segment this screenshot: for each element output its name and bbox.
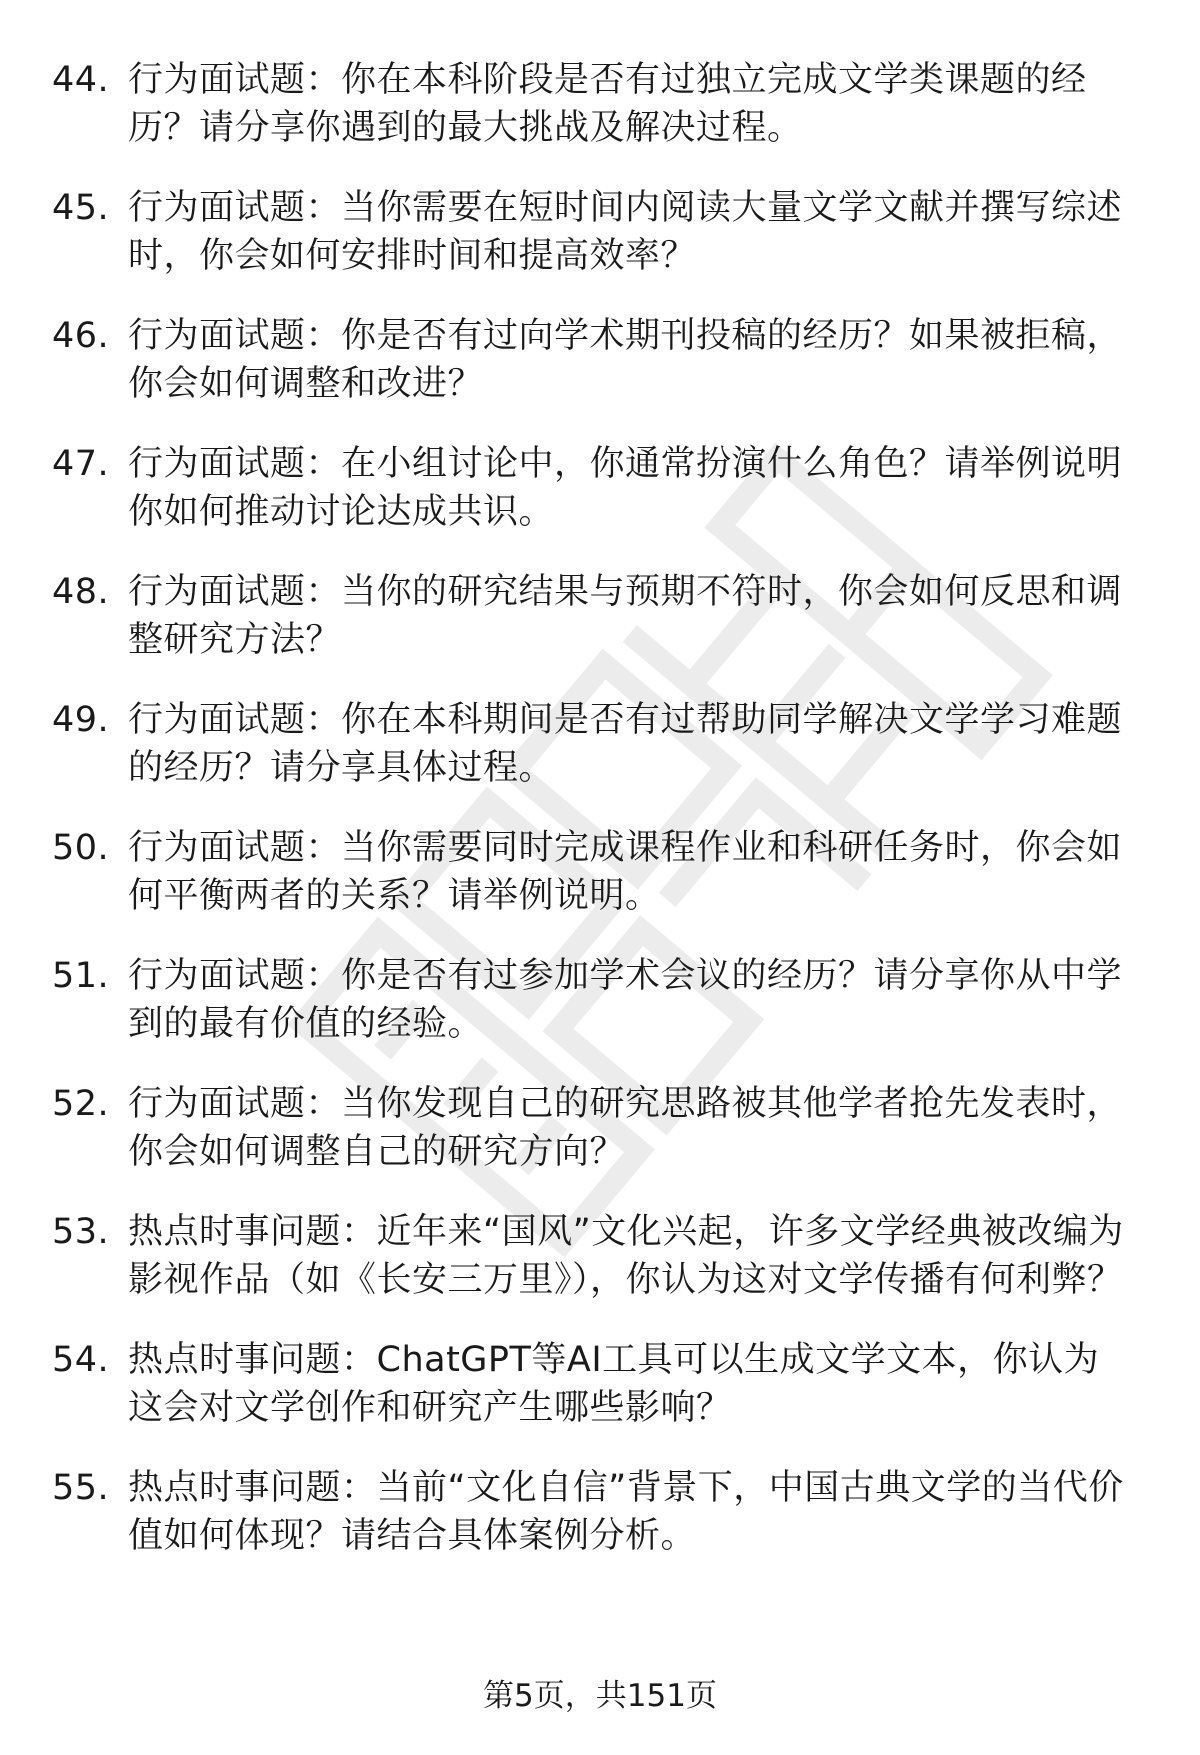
question-number: 46. xyxy=(52,316,110,356)
question-text: 行为面试题：当你发现自己的研究思路被其他学者抢先发表时，你会如何调整自己的研究方向？ xyxy=(128,1084,1123,1172)
question-number: 47. xyxy=(52,444,110,484)
question-number: 54. xyxy=(52,1340,110,1380)
question-item xyxy=(0,1464,1200,1560)
question-text: 热点时事问题：近年来“国风”文化兴起，许多文学经典被改编为影视作品（如《长安三万里》），你认为这对文学传播有何利弊？ xyxy=(128,1212,1124,1300)
question-item xyxy=(0,1336,1200,1432)
question-text: 行为面试题：在小组讨论中，你通常扮演什么角色？请举例说明你如何推动讨论达成共识。 xyxy=(128,444,1123,532)
page-number-label: 第5页，共151页 xyxy=(483,1678,717,1714)
question-text: 热点时事问题：当前“文化自信”背景下，中国古典文学的当代价值如何体现？请结合具体案例分析。 xyxy=(128,1468,1124,1556)
question-number: 50. xyxy=(52,828,110,868)
question-item xyxy=(0,696,1200,792)
question-number: 45. xyxy=(52,188,110,228)
question-number: 52. xyxy=(52,1084,110,1124)
question-number: 48. xyxy=(52,572,110,612)
question-number: 55. xyxy=(52,1468,110,1508)
question-text: 热点时事问题：ChatGPT等AI工具可以生成文学文本，你认为这会对文学创作和研究产生哪些影响？ xyxy=(128,1340,1100,1428)
page-footer xyxy=(0,1676,1200,1716)
question-number: 49. xyxy=(52,700,110,740)
question-item xyxy=(0,568,1200,664)
question-list xyxy=(0,56,1200,1592)
question-text: 行为面试题：你是否有过向学术期刊投稿的经历？如果被拒稿，你会如何调整和改进？ xyxy=(128,316,1123,404)
question-item xyxy=(0,824,1200,920)
question-text: 行为面试题：当你的研究结果与预期不符时，你会如何反思和调整研究方法？ xyxy=(128,572,1123,660)
question-number: 51. xyxy=(52,956,110,996)
question-text: 行为面试题：当你需要在短时间内阅读大量文学文献并撰写综述时，你会如何安排时间和提高效率？ xyxy=(128,188,1123,276)
question-item xyxy=(0,440,1200,536)
question-text: 行为面试题：你在本科期间是否有过帮助同学解决文学学习难题的经历？请分享具体过程。 xyxy=(128,700,1123,788)
question-item xyxy=(0,1208,1200,1304)
question-number: 53. xyxy=(52,1212,110,1252)
question-text: 行为面试题：当你需要同时完成课程作业和科研任务时，你会如何平衡两者的关系？请举例说明。 xyxy=(128,828,1123,916)
question-item xyxy=(0,952,1200,1048)
question-text: 行为面试题：你是否有过参加学术会议的经历？请分享你从中学到的最有价值的经验。 xyxy=(128,956,1123,1044)
question-number: 44. xyxy=(52,60,110,100)
question-item xyxy=(0,56,1200,152)
question-text: 行为面试题：你在本科阶段是否有过独立完成文学类课题的经历？请分享你遇到的最大挑战及解决过程。 xyxy=(128,60,1087,148)
question-item xyxy=(0,312,1200,408)
question-item xyxy=(0,1080,1200,1176)
question-item xyxy=(0,184,1200,280)
